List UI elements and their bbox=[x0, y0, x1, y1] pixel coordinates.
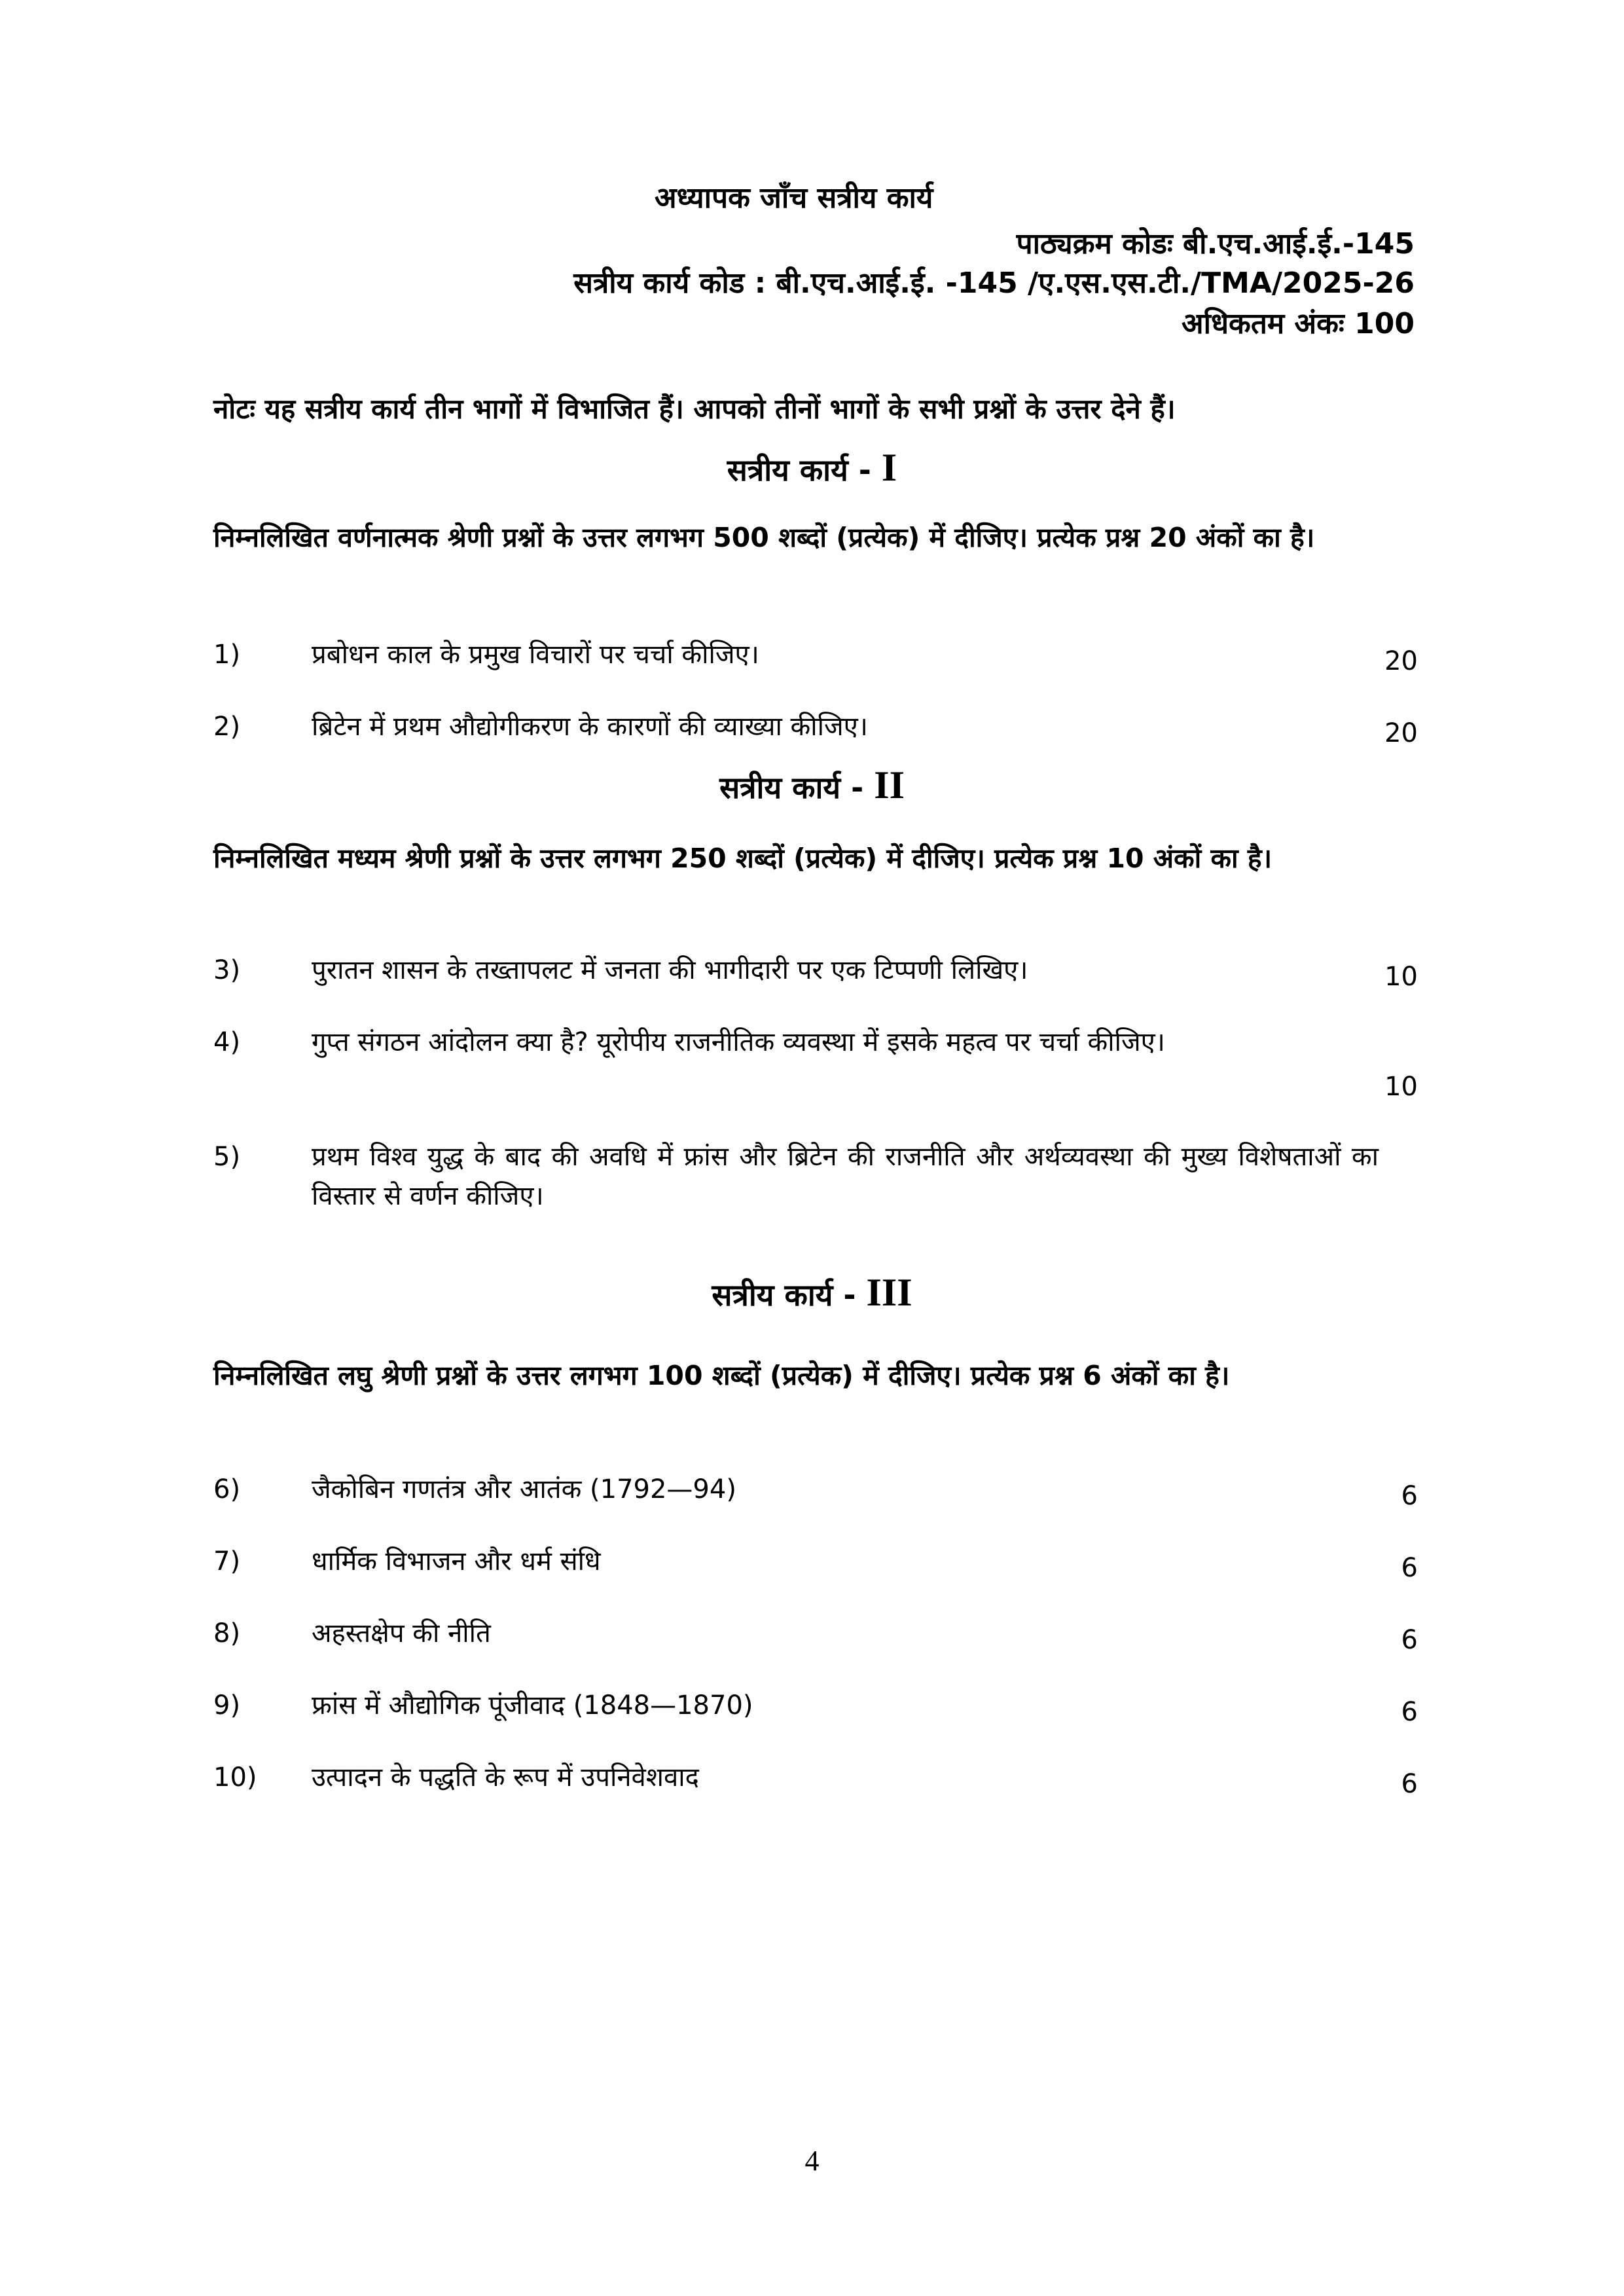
section-instruction-1: निम्नलिखित वर्णनात्मक श्रेणी प्रश्नों के उत्तर लगभग 500 शब्दों (प्रत्येक) में दीजिए। प्रत्येक प्रश्न 20 अंकों का है। bbox=[213, 522, 1315, 553]
question-text: जैकोबिन गणतंत्र और आतंक (1792—94) bbox=[312, 1474, 736, 1504]
section-instruction-3: निम्नलिखित लघु श्रेणी प्रश्नों के उत्तर लगभग 100 शब्दों (प्रत्येक) में दीजिए। प्रत्येक प्रश्न 6 अंकों का है। bbox=[213, 1360, 1230, 1391]
question-marks: 20 bbox=[1384, 646, 1418, 676]
question-number: 3) bbox=[213, 955, 241, 985]
section-label: सत्रीय कार्य - bbox=[712, 1277, 856, 1313]
question-text: धार्मिक विभाजन और धर्म संधि bbox=[312, 1546, 601, 1576]
question-number: 6) bbox=[213, 1474, 241, 1504]
question-text: ब्रिटेन में प्रथम औद्योगीकरण के कारणों की व्याख्या कीजिए। bbox=[312, 712, 868, 742]
question-number: 9) bbox=[213, 1690, 241, 1721]
question-item bbox=[213, 1023, 1418, 1101]
question-marks: 6 bbox=[1401, 1697, 1418, 1727]
document-title: अध्यापक जाँच सत्रीय कार्य bbox=[655, 181, 933, 215]
question-text: प्रथम विश्व युद्ध के बाद की अवधि में फ्रांस और ब्रिटेन की राजनीति और अर्थव्यवस्था की मुख्य विशेषताओं का विस्तार से वर्णन कीजिए। bbox=[312, 1142, 1379, 1211]
section-instruction-2: निम्नलिखित मध्यम श्रेणी प्रश्नों के उत्तर लगभग 250 शब्दों (प्रत्येक) में दीजिए। प्रत्येक प्रश्न 10 अंकों का है। bbox=[213, 843, 1272, 874]
question-marks: 6 bbox=[1401, 1625, 1418, 1655]
question-item bbox=[213, 1686, 1418, 1725]
section-label: सत्रीय कार्य - bbox=[719, 770, 864, 805]
section-roman: III bbox=[866, 1271, 912, 1314]
assignment-code: सत्रीय कार्य कोड : बी.एच.आई.ई. -145 /ए.एस.एस.टी./TMA/2025-26 bbox=[573, 266, 1415, 300]
question-item bbox=[213, 1542, 1418, 1581]
question-marks: 6 bbox=[1401, 1481, 1418, 1511]
question-text: अहस्तक्षेप की नीति bbox=[312, 1618, 491, 1649]
question-text: गुप्त संगठन आंदोलन क्या है? यूरोपीय राजनीतिक व्यवस्था में इसके महत्व पर चर्चा कीजिए। bbox=[312, 1027, 1165, 1057]
question-text: फ्रांस में औद्योगिक पूंजीवाद (1848—1870) bbox=[312, 1690, 753, 1721]
question-number: 2) bbox=[213, 712, 241, 742]
page-number: 4 bbox=[804, 2145, 820, 2177]
question-number: 5) bbox=[213, 1142, 241, 1172]
question-item bbox=[213, 1758, 1418, 1797]
course-code: पाठ्यक्रम कोडः बी.एच.आई.ई.-145 bbox=[1016, 227, 1415, 261]
question-number: 7) bbox=[213, 1546, 241, 1576]
note: नोटः यह सत्रीय कार्य तीन भागों में विभाजित हैं। आपको तीनों भागों के सभी प्रश्नों के उत्तर देने हैं। bbox=[213, 393, 1176, 425]
section-roman: I bbox=[881, 446, 897, 489]
max-marks: अधिकतम अंकः 100 bbox=[1181, 307, 1415, 340]
section-label: सत्रीय कार्य - bbox=[727, 452, 871, 488]
question-marks: 10 bbox=[1384, 1072, 1418, 1102]
question-item bbox=[213, 707, 1418, 746]
question-item bbox=[213, 635, 1418, 674]
question-number: 4) bbox=[213, 1027, 241, 1057]
question-marks: 10 bbox=[1384, 962, 1418, 992]
question-item bbox=[213, 1614, 1418, 1653]
question-text: प्रबोधन काल के प्रमुख विचारों पर चर्चा कीजिए। bbox=[312, 640, 759, 670]
question-item bbox=[213, 1137, 1418, 1216]
section-title-2 bbox=[0, 763, 1624, 808]
question-item bbox=[213, 951, 1418, 990]
section-title-3 bbox=[0, 1270, 1624, 1315]
question-marks: 6 bbox=[1401, 1553, 1418, 1583]
question-item bbox=[213, 1470, 1418, 1509]
question-number: 1) bbox=[213, 640, 241, 670]
question-text: पुरातन शासन के तख्तापलट में जनता की भागीदारी पर एक टिप्पणी लिखिए। bbox=[312, 955, 1028, 985]
question-text: उत्पादन के पद्धति के रूप में उपनिवेशवाद bbox=[312, 1762, 699, 1793]
question-number: 10) bbox=[213, 1762, 257, 1793]
question-marks: 20 bbox=[1384, 718, 1418, 748]
section-roman: II bbox=[874, 763, 905, 807]
section-title-1 bbox=[0, 445, 1624, 490]
question-number: 8) bbox=[213, 1618, 241, 1649]
question-marks: 6 bbox=[1401, 1769, 1418, 1799]
